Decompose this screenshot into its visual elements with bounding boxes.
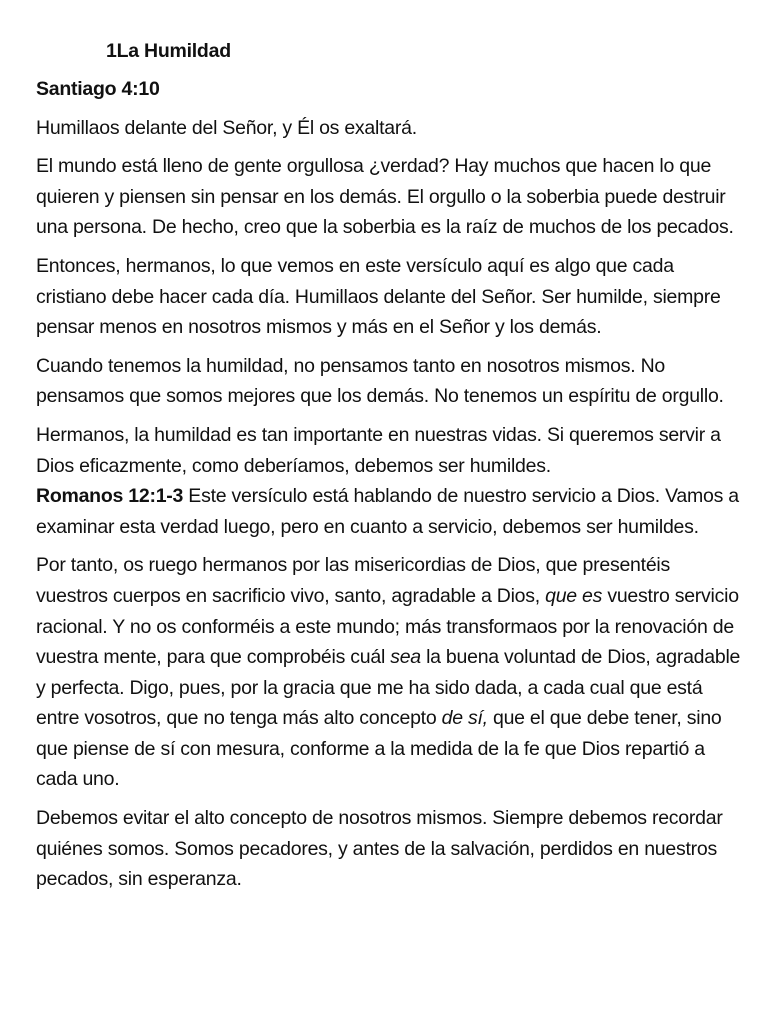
scripture-segment-2: vuestro servicio racional. Y no os conforméis a este mundo; más transformaos por la renovación de vuestra mente, para que comprobéis cuál xyxy=(36,584,739,669)
document-page xyxy=(36,36,742,903)
romans-reference: Romanos 12:1-3 xyxy=(36,485,184,508)
verse-text: Humillaos delante del Señor, y Él os exaltará. xyxy=(36,116,417,139)
scripture-italic-1: que es xyxy=(545,584,603,607)
page-title: 1La Humildad xyxy=(106,40,231,62)
scripture-segment-3: la buena voluntad de Dios, agradable y perfecta. Digo, pues, por la gracia que me ha sido dada, a cada cual que está entre vosotros, que no tenga más alto concepto xyxy=(36,646,741,730)
paragraph-4-text-after: Este versículo está hablando de nuestro servicio a Dios. Vamos a examinar esta verdad luego, pero en cuanto a servicio, debemos ser humildes. xyxy=(36,485,739,538)
paragraph-6: Debemos evitar el alto concepto de nosotros mismos. Siempre debemos recordar quiénes somos. Somos pecadores, y antes de la salvación, perdidos en nuestros pecados, sin esperanza. xyxy=(36,807,723,891)
paragraph-3: Cuando tenemos la humildad, no pensamos tanto en nosotros mismos. No pensamos que somos mejores que los demás. No tenemos un espíritu de orgullo. xyxy=(36,354,724,408)
paragraph-4-text-before: Hermanos, la humildad es tan importante en nuestras vidas. Si queremos servir a Dios eficazmente, como deberíamos, debemos ser humildes. xyxy=(36,423,721,477)
paragraph-1: El mundo está lleno de gente orgullosa ¿verdad? Hay muchos que hacen lo que quieren y piensen sin pensar en los demás. El orgullo o la soberbia puede destruir una persona. De hecho, creo que la soberbia es la raíz de muchos de los pecados. xyxy=(36,155,734,239)
scripture-italic-3: de sí, xyxy=(441,707,488,730)
paragraph-4 xyxy=(36,420,742,542)
scripture-segment-4: que el que debe tener, sino que piense de sí con mesura, conforme a la medida de la fe que Dios repartió a cada uno. xyxy=(36,707,722,791)
scripture-italic-2: sea xyxy=(390,646,421,669)
verse-reference: Santiago 4:10 xyxy=(36,78,160,100)
paragraph-2: Entonces, hermanos, lo que vemos en este versículo aquí es algo que cada cristiano debe hacer cada día. Humillaos delante del Señor. Ser humilde, siempre pensar menos en nosotros mismos y más en el Señor y los demás. xyxy=(36,254,721,339)
scripture-segment-1: Por tanto, os ruego hermanos por las misericordias de Dios, que presentéis vuestros cuerpos en sacrificio vivo, santo, agradable a Dios, xyxy=(36,554,670,607)
paragraph-5-scripture xyxy=(36,550,742,795)
